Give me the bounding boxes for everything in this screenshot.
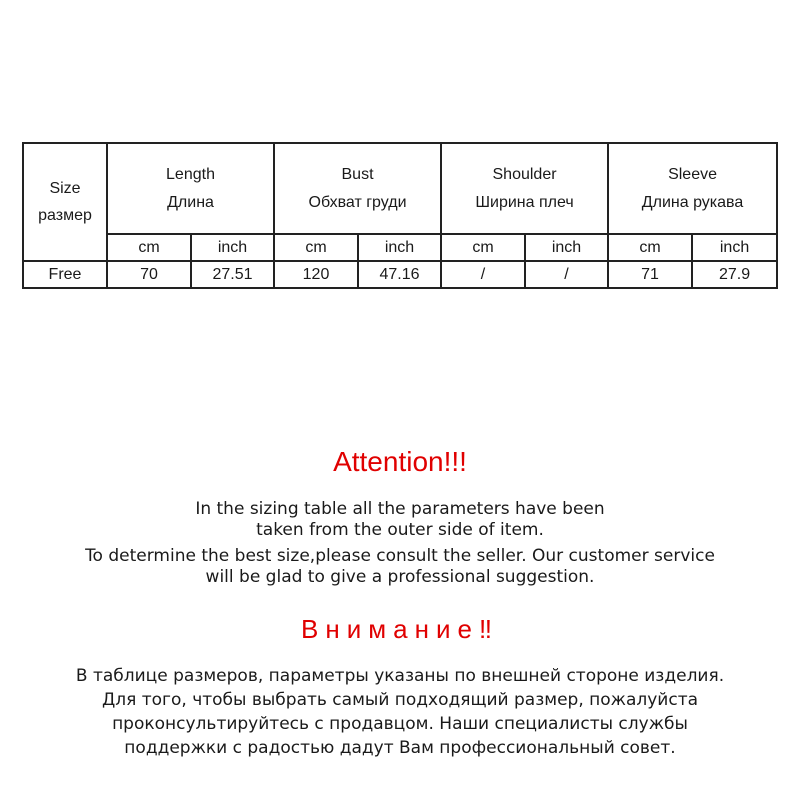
shoulder-inch-value: / [525,261,608,288]
sleeve-header-cell [608,143,777,234]
shoulder-inch-unit: inch [525,234,608,261]
bust-header-en: Bust [341,166,374,184]
bust-cm-unit: cm [274,234,358,261]
length-inch-unit: inch [191,234,274,261]
note-en-line: To determine the best size,please consult the seller. Our customer service [85,546,715,566]
length-header-cell [107,143,274,234]
bust-header-cell [274,143,441,234]
note-ru-line: проконсультируйтесь с продавцом. Наши специалисты службы [112,714,688,734]
sleeve-cm-value: 71 [608,261,692,288]
length-cm-unit: cm [107,234,191,261]
sleeve-header-ru: Длина рукава [641,193,744,211]
length-inch-value: 27.51 [191,261,274,288]
shoulder-cm-unit: cm [441,234,525,261]
sleeve-header-en: Sleeve [668,166,717,184]
sleeve-inch-unit: inch [692,234,777,261]
length-header-ru: Длина [167,193,214,211]
note-en-line: In the sizing table all the parameters have been [195,499,605,519]
table-row [23,261,777,288]
table-units-row [23,234,777,261]
bust-cm-value: 120 [274,261,358,288]
size-header-cell [23,143,107,261]
note-en-paragraph-1 [0,499,800,541]
note-ru-line: В таблице размеров, параметры указаны по внешней стороне изделия. [75,666,725,686]
bust-inch-unit: inch [358,234,441,261]
bust-header-ru: Обхват груди [308,193,407,211]
size-header-ru: размер [38,207,92,224]
sleeve-inch-value: 27.9 [692,261,777,288]
note-en-line: taken from the outer side of item. [256,520,544,540]
sleeve-cm-unit: cm [608,234,692,261]
shoulder-header-cell [441,143,608,234]
shoulder-header-en: Shoulder [492,166,557,184]
shoulder-cm-value: / [441,261,525,288]
note-en-line: will be glad to give a professional suggestion. [205,567,595,587]
attention-heading-en: Attention!!! [333,446,467,477]
table-header-row [23,143,777,234]
bust-inch-value: 47.16 [358,261,441,288]
size-value: Free [23,261,107,288]
size-table [22,142,778,289]
length-cm-value: 70 [107,261,191,288]
note-ru-line: поддержки с радостью дадут Вам профессиональный совет. [124,738,676,758]
length-header-en: Length [166,166,215,184]
attention-heading-ru: Внимание‼ [301,614,499,644]
note-en-paragraph-2 [0,546,800,588]
note-ru-paragraph [0,664,800,760]
note-ru-line: Для того, чтобы выбрать самый подходящий размер, пожалуйста [101,690,699,710]
size-header-en: Size [49,179,81,197]
shoulder-header-ru: Ширина плеч [475,193,574,211]
